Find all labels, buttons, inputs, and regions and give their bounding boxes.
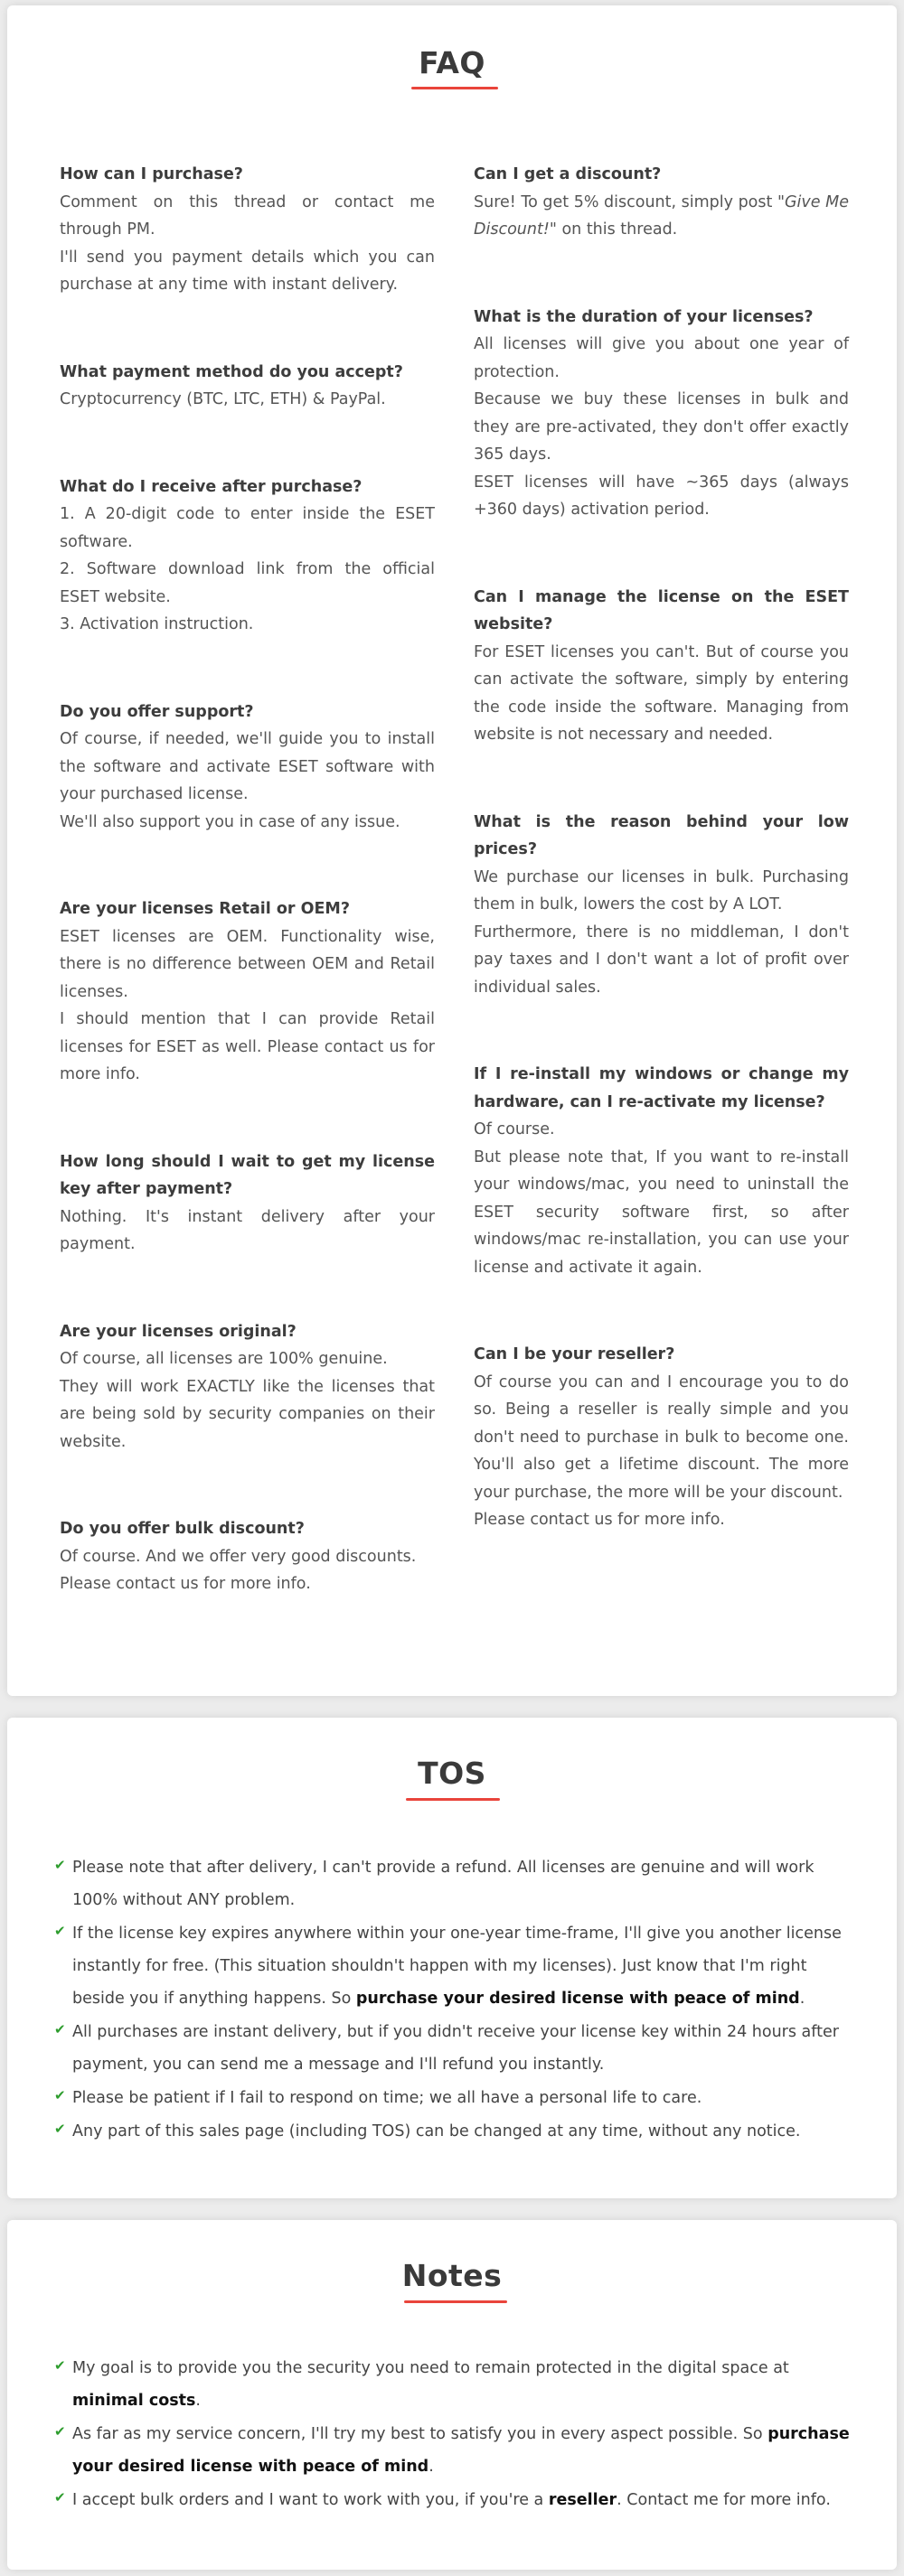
- faq-answer-line: ESET licenses will have ~365 days (always +360 days) activation period.: [474, 473, 849, 519]
- faq-item: [474, 584, 849, 749]
- faq-answer-line: They will work EXACTLY like the licenses that are being sold by security companies on their website.: [60, 1377, 435, 1451]
- tos-item-bold: purchase your desired license with peace of mind: [355, 1990, 800, 2008]
- faq-question: Can I be your reseller?: [474, 1345, 675, 1363]
- tos-item: [54, 2016, 857, 2081]
- check-icon: ✔: [54, 1923, 66, 1939]
- faq-answer: [60, 189, 435, 299]
- faq-answer: [60, 386, 435, 414]
- check-icon: ✔: [54, 2121, 66, 2137]
- notes-item-text: I accept bulk orders and I want to work with you, if you're a: [72, 2491, 549, 2509]
- faq-answer: [60, 1543, 435, 1598]
- faq-question: Do you offer bulk discount?: [60, 1520, 305, 1538]
- faq-answer: [474, 189, 849, 244]
- faq-answer-text: Sure! To get 5% discount, simply post ": [474, 192, 785, 211]
- notes-item-bold: reseller: [548, 2491, 617, 2509]
- tos-item-text: Any part of this sales page (including TOS) can be changed at any time, without any notice.: [72, 2122, 801, 2140]
- faq-question: Are your licenses Retail or OEM?: [60, 900, 350, 918]
- notes-item: [54, 2352, 857, 2417]
- faq-question: How long should I wait to get my license key after payment?: [60, 1152, 435, 1198]
- tos-item-text: All purchases are instant delivery, but if you didn't receive your license key within 24 hours after payment, you can send me a message and I'll refund you instantly.: [72, 2023, 839, 2074]
- faq-right-column: [474, 161, 849, 1594]
- faq-question: Can I get a discount?: [474, 165, 662, 183]
- tos-card: [7, 1718, 897, 2198]
- faq-answer-line: Because we buy these licenses in bulk and they are pre-activated, they don't offer exactly 365 days.: [474, 390, 849, 464]
- faq-answer: [474, 864, 849, 1002]
- faq-item: [60, 1148, 435, 1259]
- faq-answer-line: I should mention that I can provide Retail licenses for ESET as well. Please contact us for more info.: [60, 1010, 435, 1083]
- notes-item: [54, 2484, 857, 2516]
- notes-item-text: .: [428, 2458, 434, 2476]
- notes-item: [54, 2418, 857, 2483]
- tos-title: TOS: [418, 1756, 486, 1791]
- faq-answer-line: But please note that, If you want to re-install your windows/mac, you need to uninstall the ESET security software first, so after windows/mac re-installation, you can use your license and activate it again.: [474, 1147, 849, 1277]
- faq-question: If I re-install my windows or change my hardware, can I re-activate my license?: [474, 1065, 849, 1111]
- faq-question: What payment method do you accept?: [60, 362, 403, 381]
- faq-item: [474, 1341, 849, 1534]
- tos-list: [54, 1851, 857, 2149]
- tos-item-text: If the license key expires anywhere within your one-year time-frame, I'll give you another license instantly for free. (This situation shouldn't happen with my licenses). Just know that I'm right beside you if anything happens. So: [72, 1925, 842, 2008]
- faq-answer: [60, 1345, 435, 1456]
- faq-answer-line: All licenses will give you about one year of protection.: [474, 335, 849, 381]
- notes-item-text: My goal is to provide you the security you need to remain protected in the digital space at: [72, 2359, 789, 2377]
- faq-answer-line: Of course. And we offer very good discounts.: [60, 1547, 417, 1566]
- faq-answer-line: 2. Software download link from the official ESET website.: [60, 560, 435, 606]
- faq-item: [474, 304, 849, 524]
- faq-answer-line: Please contact us for more info.: [60, 1575, 311, 1593]
- tos-item: [54, 2082, 857, 2114]
- notes-title: Notes: [401, 2258, 503, 2293]
- faq-title: FAQ: [419, 45, 485, 80]
- faq-answer-line: Furthermore, there is no middleman, I don't pay taxes and I don't want a lot of profit over individual sales.: [474, 923, 849, 997]
- faq-answer-line: We'll also support you in case of any issue.: [60, 812, 400, 831]
- faq-answer-line: Cryptocurrency (BTC, LTC, ETH) & PayPal.: [60, 390, 386, 408]
- notes-item-bold: purchase your desired license with peace of mind: [72, 2425, 850, 2476]
- faq-item: [474, 809, 849, 1002]
- faq-item: [60, 895, 435, 1089]
- faq-answer: [60, 501, 435, 639]
- faq-item: [60, 1515, 435, 1598]
- faq-item: [60, 359, 435, 414]
- faq-answer-line: 3. Activation instruction.: [60, 615, 254, 633]
- faq-question: How can I purchase?: [60, 165, 243, 183]
- tos-item: [54, 2115, 857, 2148]
- faq-item: [60, 1318, 435, 1457]
- check-icon: ✔: [54, 2087, 66, 2103]
- faq-left-column: [60, 161, 435, 1658]
- tos-item-text: .: [799, 1990, 805, 2008]
- faq-question: What is the duration of your licenses?: [474, 307, 814, 326]
- tos-item-text: Please be patient if I fail to respond on time; we all have a personal life to care.: [72, 2089, 702, 2107]
- faq-question: What do I receive after purchase?: [60, 477, 363, 496]
- faq-answer-line: Nothing. It's instant delivery after your payment.: [60, 1207, 435, 1253]
- faq-answer-line: Of course you can and I encourage you to do so. Being a reseller is really simple and you don't need to purchase in bulk to become one. You'll also get a lifetime discount. The more your purchase, the more will be your discount.: [474, 1372, 849, 1502]
- check-icon: ✔: [54, 2357, 66, 2374]
- faq-answer-line: Please contact us for more info.: [474, 1511, 725, 1529]
- faq-answer: [474, 639, 849, 749]
- faq-answer: [474, 331, 849, 524]
- faq-item: [60, 161, 435, 299]
- faq-answer: [60, 726, 435, 836]
- faq-question: Can I manage the license on the ESET website?: [474, 587, 849, 633]
- notes-list: [54, 2352, 857, 2517]
- faq-answer-text: " on this thread.: [549, 220, 678, 239]
- tos-item: [54, 1917, 857, 2015]
- faq-item: [60, 698, 435, 837]
- check-icon: ✔: [54, 2021, 66, 2037]
- tos-title-underline: [406, 1798, 500, 1801]
- faq-answer: [60, 923, 435, 1089]
- faq-question: Do you offer support?: [60, 702, 254, 721]
- faq-question: Are your licenses original?: [60, 1322, 297, 1341]
- tos-item: [54, 1851, 857, 1916]
- faq-answer-line: 1. A 20-digit code to enter inside the ESET software.: [60, 505, 435, 551]
- faq-answer-line: For ESET licenses you can't. But of course you can activate the software, simply by entering the code inside the software. Managing from website is not necessary and needed.: [474, 642, 849, 744]
- faq-item: [474, 1061, 849, 1281]
- faq-answer-line: ESET licenses are OEM. Functionality wise, there is no difference between OEM and Retail licenses.: [60, 927, 435, 1001]
- faq-item: [60, 473, 435, 639]
- faq-item: [474, 161, 849, 244]
- notes-item-text: .: [195, 2392, 201, 2410]
- faq-answer: [474, 1116, 849, 1281]
- faq-card: [7, 5, 897, 1696]
- faq-answer-italic: Give Me Discount!: [474, 192, 849, 239]
- faq-answer: [474, 1369, 849, 1534]
- faq-answer-line: Of course.: [474, 1120, 555, 1138]
- faq-answer-line: [474, 189, 849, 244]
- check-icon: ✔: [54, 2423, 66, 2440]
- notes-item-bold: minimal costs: [72, 2392, 196, 2410]
- faq-answer-line: Comment on this thread or contact me through PM.: [60, 192, 435, 239]
- notes-item-text: As far as my service concern, I'll try my best to satisfy you in every aspect possible. So: [72, 2425, 768, 2443]
- faq-answer-line: I'll send you payment details which you can purchase at any time with instant delivery.: [60, 248, 435, 294]
- check-icon: ✔: [54, 1857, 66, 1873]
- notes-card: [7, 2220, 897, 2570]
- notes-item-text: . Contact me for more info.: [617, 2491, 831, 2509]
- faq-question: What is the reason behind your low prices?: [474, 812, 849, 858]
- tos-item-text: Please note that after delivery, I can't provide a refund. All licenses are genuine and will work 100% without ANY problem.: [72, 1859, 815, 1909]
- faq-title-underline: [411, 87, 498, 89]
- faq-answer-line: Of course, if needed, we'll guide you to install the software and activate ESET software with your purchased license.: [60, 730, 435, 803]
- notes-title-underline: [404, 2300, 507, 2303]
- check-icon: ✔: [54, 2489, 66, 2506]
- faq-answer-line: We purchase our licenses in bulk. Purchasing them in bulk, lowers the cost by A LOT.: [474, 867, 849, 913]
- faq-answer-line: Of course, all licenses are 100% genuine.: [60, 1350, 388, 1368]
- faq-answer: [60, 1204, 435, 1259]
